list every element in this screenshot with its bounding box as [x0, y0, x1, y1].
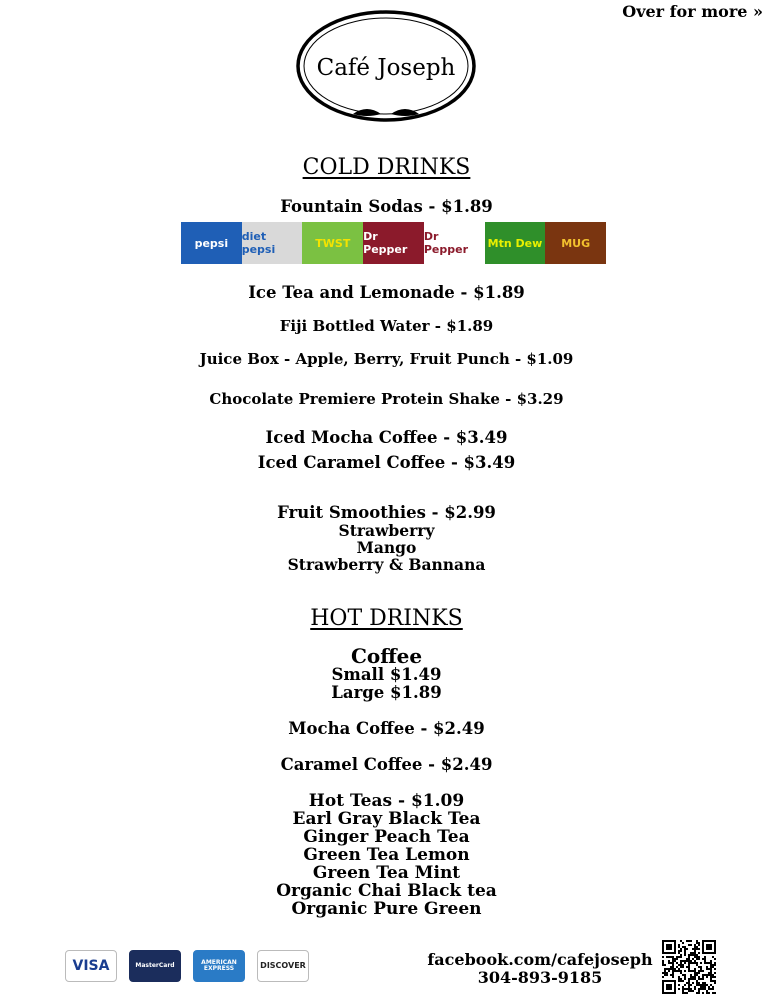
iced-mocha-item: Iced Mocha Coffee - $3.49 [265, 428, 508, 447]
brand-logo-5: Mtn Dew [485, 222, 546, 264]
caramel-coffee-item: Caramel Coffee - $2.49 [280, 755, 493, 774]
brand-logo-2: TWST [302, 222, 363, 264]
facebook-link[interactable]: facebook.com/cafejoseph [427, 950, 653, 969]
card-mastercard-icon: MasterCard [129, 950, 181, 982]
protein-shake-item: Chocolate Premiere Protein Shake - $3.29 [209, 390, 564, 408]
card-discover-icon: DISCOVER [257, 950, 309, 982]
smoothie-flavor-strawberry-banana: Strawberry & Bannana [287, 555, 486, 574]
smoothie-flavor-strawberry: Strawberry [338, 521, 435, 540]
fruit-smoothies-item: Fruit Smoothies - $2.99 [277, 503, 496, 522]
payment-cards [65, 950, 309, 982]
cafe-joseph-logo [295, 8, 477, 128]
qr-code-icon [662, 940, 716, 994]
brand-logo-0: pepsi [181, 222, 242, 264]
cold-drinks-heading: COLD DRINKS [302, 155, 471, 180]
hot-drinks-heading: HOT DRINKS [310, 606, 463, 631]
fountain-sodas-item: Fountain Sodas - $1.89 [280, 197, 493, 216]
ice-tea-item: Ice Tea and Lemonade - $1.89 [248, 283, 525, 302]
mocha-coffee-item: Mocha Coffee - $2.49 [288, 719, 485, 738]
fiji-water-item: Fiji Bottled Water - $1.89 [279, 317, 494, 335]
coffee-large-item: Large $1.89 [331, 683, 442, 702]
tea-organic-pure-green: Organic Pure Green [291, 899, 482, 919]
card-american-express-icon: AMERICAN EXPRESS [193, 950, 245, 982]
iced-caramel-item: Iced Caramel Coffee - $3.49 [257, 453, 516, 472]
juice-box-item: Juice Box - Apple, Berry, Fruit Punch - $1.09 [199, 350, 574, 368]
card-visa-icon: VISA [65, 950, 117, 982]
hot-teas-item: Hot Teas - $1.09 [308, 791, 465, 811]
over-for-more-note: Over for more » [622, 2, 763, 21]
brand-logo-4: Dr Pepper [424, 222, 485, 264]
soda-brand-logos [181, 222, 606, 264]
tea-earl-gray: Earl Gray Black Tea [292, 809, 481, 829]
svg-text:Café Joseph: Café Joseph [316, 55, 456, 81]
tea-green-mint: Green Tea Mint [312, 863, 461, 883]
smoothie-flavor-mango: Mango [356, 538, 417, 557]
tea-ginger-peach: Ginger Peach Tea [303, 827, 470, 847]
coffee-small-item: Small $1.49 [331, 665, 442, 684]
coffee-title: Coffee [350, 644, 423, 668]
brand-logo-6: MUG [545, 222, 606, 264]
tea-green-lemon: Green Tea Lemon [303, 845, 470, 865]
phone-number: 304-893-9185 [477, 968, 603, 987]
tea-organic-chai: Organic Chai Black tea [276, 881, 497, 901]
brand-logo-3: Dr Pepper [363, 222, 424, 264]
brand-logo-1: diet pepsi [242, 222, 303, 264]
